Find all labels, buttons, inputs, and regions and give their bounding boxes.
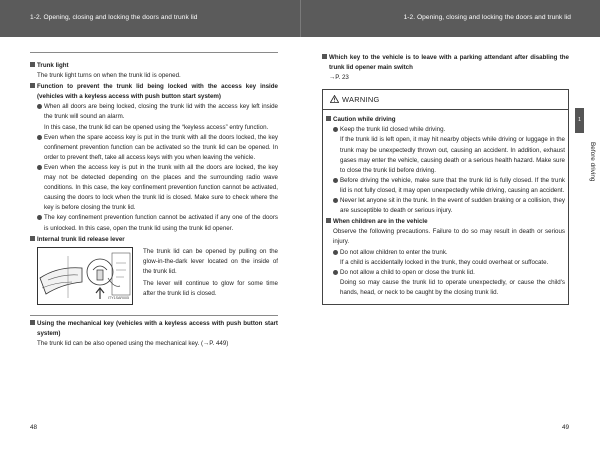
round-bullet-icon <box>333 198 338 203</box>
warning-triangle-icon <box>330 95 339 103</box>
list-item: Do not allow children to enter the trunk. If a child is accidentally locked in the trunk, they could overheat or suffocate. <box>326 248 565 268</box>
page-number-left: 48 <box>30 424 38 431</box>
list-item: When all doors are being locked, closing the trunk lid with the access key left inside the trunk will sound an alarm. In this case, the trunk lid can be opened using the “keyless access” entry function. <box>30 102 278 132</box>
warning-header <box>323 90 568 110</box>
function-heading: Function to prevent the trunk lid being locked with the access key inside (vehicles with a keyless access with push button start system) <box>30 82 278 102</box>
warning-body <box>323 110 568 304</box>
figure-caption: ITY1SAR005 <box>108 295 129 300</box>
round-bullet-icon <box>37 165 42 170</box>
square-bullet-icon <box>30 83 35 88</box>
round-bullet-icon <box>37 215 42 220</box>
list-item: The key confinement prevention function cannot be activated if any one of the doors is unlocked. In this case, open the trunk lid using the trunk lid opener. <box>30 213 278 233</box>
mechanical-key-heading: Using the mechanical key (vehicles with a keyless access with push button start system) <box>30 319 278 339</box>
children-intro: Observe the following precautions. Failure to do so may result in death or serious injury. <box>333 228 565 246</box>
list-item: Before driving the vehicle, make sure that the trunk lid is fully closed. If the trunk lid is not fully closed, it may open unexpectedly while driving, causing an accident. <box>326 176 565 196</box>
round-bullet-icon <box>37 104 42 109</box>
mechanical-key-text: The trunk lid can be also opened using the mechanical key. (→P. 449) <box>37 339 229 347</box>
release-lever-text: The trunk lid can be opened by pulling on the glow-in-the-dark lever located on the inside of the trunk lid. The lever will continue to glow for some time after the trunk lid is closed. <box>143 247 278 298</box>
section-divider <box>30 52 278 53</box>
chapter-number: 1 <box>575 108 584 133</box>
round-bullet-icon <box>37 135 42 140</box>
section-divider <box>30 315 278 316</box>
trunk-light-heading: Trunk light <box>30 61 278 71</box>
list-item: Even when the access key is put in the trunk with all the doors are locked, the key may not be detected depending on the places and the surrounding radio wave conditions. In this case, the key confinement prevention function cannot be activated, causing the doors to lock when the trunk lid is closed. Make sure to check where the key is before closing the trunk lid. <box>30 163 278 213</box>
square-bullet-icon <box>326 218 331 223</box>
warning-label: WARNING <box>342 95 380 105</box>
square-bullet-icon <box>30 236 35 241</box>
release-lever-figure-row <box>30 247 278 311</box>
header-left <box>0 0 300 37</box>
square-bullet-icon <box>30 320 35 325</box>
round-bullet-icon <box>333 178 338 183</box>
list-item: Do not allow a child to open or close the trunk lid. Doing so may cause the trunk lid to operate unexpectedly, or cause the child's hands, head, or neck to be caught by the closing trunk lid. <box>326 268 565 298</box>
page-reference: →P. 23 <box>329 74 349 82</box>
header-right-title: 1-2. Opening, closing and locking the doors and trunk lid <box>403 14 571 21</box>
header-right <box>300 0 600 37</box>
children-heading: When children are in the vehicle <box>326 217 565 227</box>
round-bullet-icon <box>333 270 338 275</box>
list-item: Never let anyone sit in the trunk. In the event of sudden braking or a collision, they are susceptible to death or serious injury. <box>326 196 565 216</box>
page-number-right: 49 <box>562 424 570 431</box>
trunk-light-text: The trunk light turns on when the trunk lid is opened. <box>37 72 181 80</box>
header-left-title: 1-2. Opening, closing and locking the doors and trunk lid <box>30 14 198 21</box>
round-bullet-icon <box>333 250 338 255</box>
square-bullet-icon <box>30 62 35 67</box>
chapter-label: Before driving <box>589 142 596 182</box>
release-lever-illustration <box>37 247 133 305</box>
square-bullet-icon <box>326 116 331 121</box>
list-item: Keep the trunk lid closed while driving. If the trunk lid is left open, it may hit nearby objects while driving or luggage in the trunk may be unexpectedly thrown out, causing an accident. In addition, exhaust gases may enter the vehicle, causing death or a serious health hazard. Make sure to close the trunk lid before driving. <box>326 125 565 175</box>
which-key-heading: Which key to the vehicle is to leave with a parking attendant after disabling the trunk lid opener main switch <box>322 53 569 73</box>
warning-box <box>322 89 569 305</box>
list-item: Even when the spare access key is put in the trunk with all the doors locked, the key confinement prevention function can be activated so the trunk lid can be opened. In order to prevent theft, take all access keys with you when leaving the vehicle. <box>30 133 278 163</box>
left-page <box>30 52 278 349</box>
internal-release-heading: Internal trunk lid release lever <box>30 235 278 245</box>
right-page <box>322 52 569 305</box>
round-bullet-icon <box>333 127 338 132</box>
chapter-side-tab <box>575 108 600 208</box>
square-bullet-icon <box>322 54 327 59</box>
caution-heading: Caution while driving <box>326 115 565 125</box>
